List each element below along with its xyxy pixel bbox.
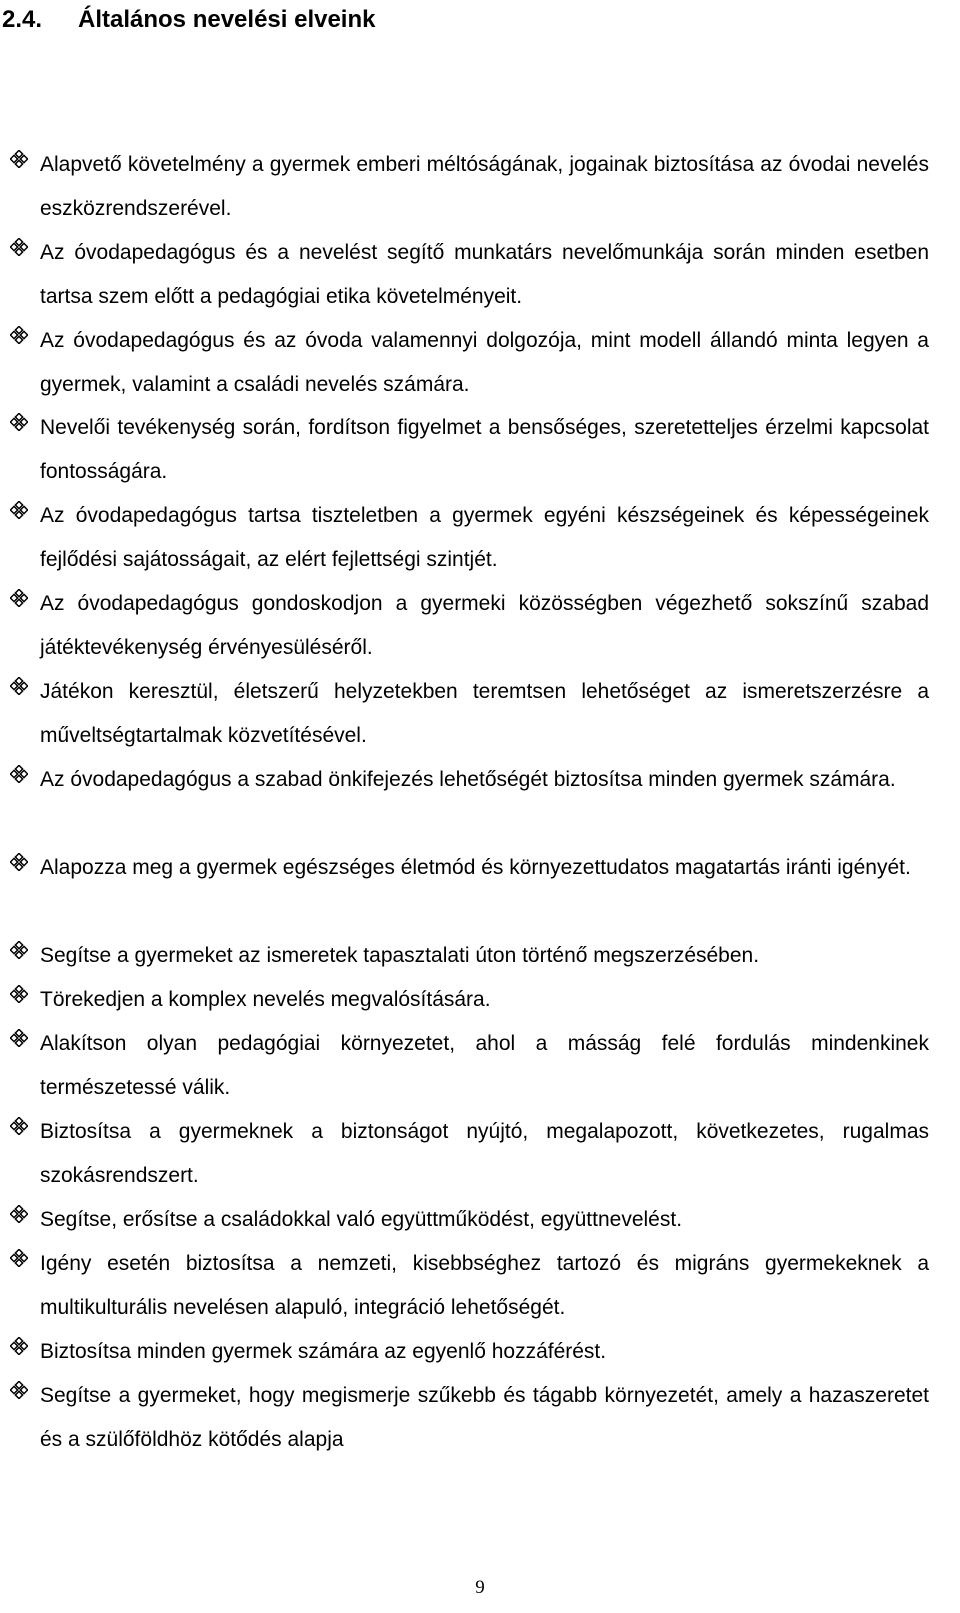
four-diamond-bullet-icon xyxy=(10,1337,28,1355)
four-diamond-bullet-icon xyxy=(10,150,28,168)
four-diamond-bullet-icon xyxy=(10,765,28,783)
list-item-text: Az óvodapedagógus tartsa tiszteletben a gyermek egyéni készségeinek és képességeinek fejlődési sajátosságait, az elért fejlettségi szintjét. xyxy=(40,504,929,571)
list-item-text: Az óvodapedagógus és az óvoda valamennyi dolgozója, mint modell állandó minta legyen a gyermek, valamint a családi nevelés számára. xyxy=(40,329,929,396)
list-item-text: Igény esetén biztosítsa a nemzeti, kisebbséghez tartozó és migráns gyermekeknek a multikulturális nevelésen alapuló, integráció lehetőségét. xyxy=(40,1252,929,1319)
four-diamond-bullet-icon xyxy=(10,1205,28,1223)
list-item-text: Biztosítsa minden gyermek számára az egyenlő hozzáférést. xyxy=(40,1340,607,1363)
list-item-text: Biztosítsa a gyermeknek a biztonságot nyújtó, megalapozott, következetes, rugalmas szokásrendszert. xyxy=(40,1120,929,1187)
section-number: 2.4. xyxy=(2,6,43,33)
page-number: 9 xyxy=(475,1577,485,1598)
four-diamond-bullet-icon xyxy=(10,941,28,959)
list-item-text: Játékon keresztül, életszerű helyzetekben teremtsen lehetőséget az ismeretszerzésre a műveltségtartalmak közvetítésével. xyxy=(40,680,929,747)
list-item-text: Segítse a gyermeket, hogy megismerje szűkebb és tágabb környezetét, amely a hazaszeretet és a szülőföldhöz kötődés alapja xyxy=(40,1384,929,1451)
four-diamond-bullet-icon xyxy=(10,326,28,344)
section-title: Általános nevelési elveink xyxy=(78,6,376,33)
list-item-text: Alapozza meg a gyermek egészséges életmód és környezettudatos magatartás iránti igényét. xyxy=(40,856,911,879)
four-diamond-bullet-icon xyxy=(10,1249,28,1267)
list-item-text: Segítse a gyermeket az ismeretek tapasztalati úton történő megszerzésében. xyxy=(40,944,760,967)
four-diamond-bullet-icon xyxy=(10,1117,28,1135)
list-item-text: Alakítson olyan pedagógiai környezetet, ahol a másság felé fordulás mindenkinek természetessé válik. xyxy=(40,1032,929,1099)
four-diamond-bullet-icon xyxy=(10,238,28,256)
section-heading xyxy=(2,4,375,36)
four-diamond-bullet-icon xyxy=(10,589,28,607)
four-diamond-bullet-icon xyxy=(10,1029,28,1047)
list-item-text: Az óvodapedagógus gondoskodjon a gyermeki közösségben végezhető sokszínű szabad játéktevékenység érvényesüléséről. xyxy=(40,592,929,659)
four-diamond-bullet-icon xyxy=(10,413,28,431)
list-item-text: Alapvető követelmény a gyermek emberi méltóságának, jogainak biztosítása az óvodai nevelés eszközrendszerével. xyxy=(40,153,929,220)
list-item-text: Nevelői tevékenység során, fordítson figyelmet a bensőséges, szeretetteljes érzelmi kapcsolat fontosságára. xyxy=(40,416,929,483)
four-diamond-bullet-icon xyxy=(10,501,28,519)
list-item-text: Segítse, erősítse a családokkal való együttműködést, együttnevelést. xyxy=(40,1208,683,1231)
list-item-text: Törekedjen a komplex nevelés megvalósítására. xyxy=(40,988,491,1011)
four-diamond-bullet-icon xyxy=(10,677,28,695)
list-item-text: Az óvodapedagógus és a nevelést segítő munkatárs nevelőmunkája során minden esetben tartsa szem előtt a pedagógiai etika követelményeit. xyxy=(40,241,929,308)
four-diamond-bullet-icon xyxy=(10,985,28,1003)
four-diamond-bullet-icon xyxy=(10,853,28,871)
four-diamond-bullet-icon xyxy=(10,1381,28,1399)
list-item-text: Az óvodapedagógus a szabad önkifejezés lehetőségét biztosítsa minden gyermek számára. xyxy=(40,768,896,791)
